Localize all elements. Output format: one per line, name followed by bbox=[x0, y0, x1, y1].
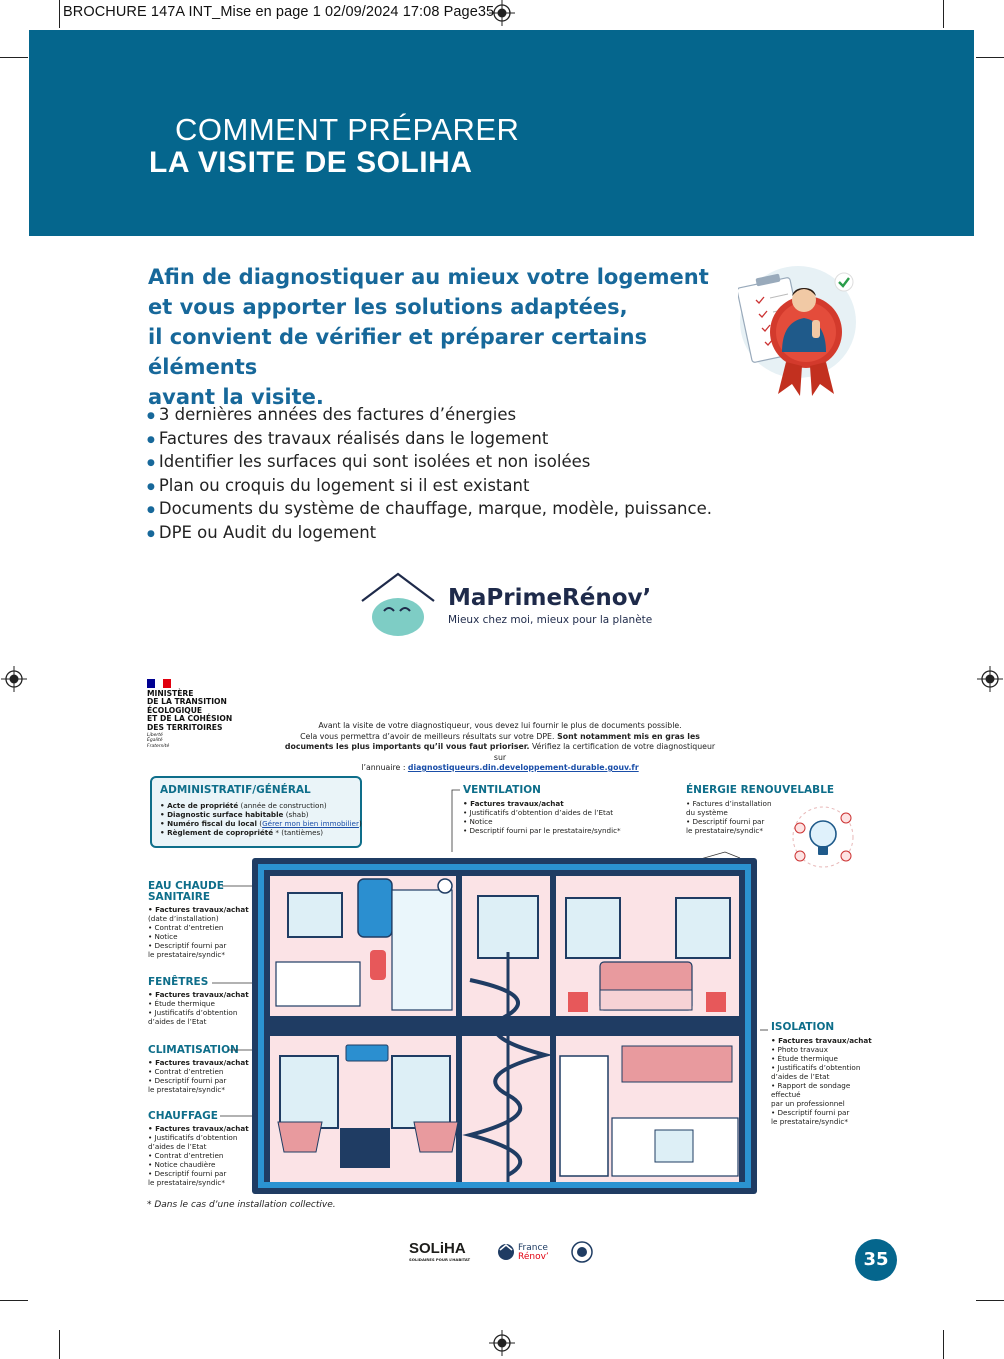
list-item: ● Factures des travaux réalisés dans le logement bbox=[147, 428, 712, 452]
text: (shab) bbox=[283, 810, 309, 819]
insulation-section bbox=[771, 1022, 872, 1126]
section-line: • Descriptif fourni par bbox=[148, 1169, 227, 1178]
lead-line bbox=[280, 763, 720, 774]
section-line: • Justificatifs d’obtention d’aides de l’Etat bbox=[463, 808, 614, 817]
text: * (tantièmes) bbox=[273, 828, 324, 837]
section-line: • Descriptif fourni par bbox=[686, 817, 765, 826]
section-line: d’aides de l’Etat bbox=[148, 1017, 207, 1026]
section-title: ÉNERGIE RENOUVELABLE bbox=[686, 784, 835, 796]
section-line: effectué bbox=[771, 1090, 801, 1099]
section-title: SANITAIRE bbox=[148, 891, 211, 903]
section-title: CLIMATISATION bbox=[148, 1044, 239, 1056]
text: (année de construction) bbox=[238, 801, 327, 810]
crop-mark bbox=[0, 1300, 28, 1301]
section-title: ADMINISTRATIF/GÉNÉRAL bbox=[160, 784, 311, 796]
bold-text: • Numéro fiscal du local bbox=[160, 819, 257, 828]
intro-line: avant la visite. bbox=[148, 385, 324, 409]
preparation-checklist bbox=[147, 404, 712, 545]
lead-line bbox=[280, 732, 720, 743]
section-line: • Factures travaux/achat bbox=[771, 1036, 872, 1045]
intro-paragraph bbox=[148, 262, 738, 412]
section-line: • Justificatifs d’obtention bbox=[148, 1008, 238, 1017]
lead-line bbox=[280, 742, 720, 763]
crop-mark bbox=[976, 57, 1004, 58]
section-line: d’aides de l’Etat bbox=[771, 1072, 830, 1081]
section-title: VENTILATION bbox=[463, 784, 541, 796]
list-item: ● Identifier les surfaces qui sont isolées et non isolées bbox=[147, 451, 712, 475]
section-line: d’aides de l’Etat bbox=[148, 1142, 207, 1151]
section-line: • Factures travaux/achat bbox=[148, 905, 249, 914]
section-line: • Descriptif fourni par bbox=[148, 941, 227, 950]
section-line: • Factures d’installation bbox=[686, 799, 772, 808]
crop-mark bbox=[59, 0, 60, 28]
page-title-line2: LA VISITE DE SOLIHA bbox=[149, 146, 473, 179]
ministry-line: MINISTÈRE bbox=[147, 689, 194, 698]
soliha-tagline: SOLIDAIRES POUR L’HABITAT bbox=[409, 1257, 471, 1262]
section-line: • Justificatifs d’obtention bbox=[148, 1133, 238, 1142]
section-line: du système bbox=[686, 808, 728, 817]
footnote: * Dans le cas d’une installation collective. bbox=[147, 1200, 336, 1210]
bold-text: • Acte de propriété bbox=[160, 801, 239, 810]
crop-mark bbox=[943, 0, 944, 28]
lead-bold: documents les plus importants qu’il vous faut prioriser. bbox=[284, 742, 530, 751]
soliha-logo: SOLiHA bbox=[409, 1240, 466, 1257]
list-item: ● Documents du système de chauffage, marque, modèle, puissance. bbox=[147, 498, 712, 522]
section-line: • Contrat d’entretien bbox=[148, 1151, 224, 1160]
print-slug: BROCHURE 147A INT_Mise en page 1 02/09/2024 17:08 Page35 bbox=[63, 4, 495, 20]
section-line: • Notice bbox=[148, 932, 178, 941]
section-line: • Étude thermique bbox=[771, 1054, 838, 1063]
section-title: ISOLATION bbox=[771, 1021, 835, 1033]
maprimerenov-name: MaPrimeRénov’ bbox=[448, 585, 652, 611]
section-line: • Descriptif fourni par bbox=[771, 1108, 850, 1117]
section-line: • Factures travaux/achat bbox=[148, 990, 249, 999]
section-body bbox=[771, 1036, 872, 1126]
section-line: le prestataire/syndic* bbox=[148, 950, 225, 959]
gerer-bien-link[interactable]: Gérer mon bien immobilier bbox=[262, 819, 359, 828]
ministry-line: DE LA TRANSITION bbox=[147, 697, 227, 707]
section-line: • Factures travaux/achat bbox=[148, 1124, 249, 1133]
france-renov-logo-icon bbox=[496, 1242, 516, 1262]
intro-line: et vous apporter les solutions adaptées, bbox=[148, 295, 628, 319]
text: ( bbox=[257, 819, 263, 828]
section-line: • Rapport de sondage bbox=[771, 1081, 851, 1090]
french-flag-icon bbox=[147, 679, 171, 688]
motto-line: Égalité bbox=[147, 738, 163, 744]
section-line: le prestataire/syndic* bbox=[148, 1085, 225, 1094]
renov-label: Rénov’ bbox=[518, 1252, 549, 1262]
maprimerenov-tagline: Mieux chez moi, mieux pour la planète bbox=[448, 614, 653, 626]
text: ) bbox=[358, 819, 362, 828]
france-label: France bbox=[518, 1243, 548, 1253]
ministry-line: DES TERRITOIRES bbox=[147, 722, 223, 732]
section-line: le prestataire/syndic* bbox=[148, 1178, 225, 1187]
lead-line: Avant la visite de votre diagnostiqueur, vous devez lui fournir le plus de documents possible. bbox=[318, 721, 682, 730]
crop-mark bbox=[943, 1330, 944, 1359]
lead-text: Vérifiez la certification de votre diagnostiqueur sur bbox=[493, 742, 716, 762]
bold-text: • Règlement de copropriété bbox=[160, 828, 274, 837]
section-line: • Descriptif fourni par bbox=[148, 1076, 227, 1085]
page-number: 35 bbox=[855, 1239, 897, 1281]
registration-mark-icon bbox=[1, 666, 27, 692]
lead-text: l’annuaire : bbox=[361, 763, 408, 772]
section-line: le prestataire/syndic* bbox=[686, 826, 763, 835]
section-line: par un professionnel bbox=[771, 1099, 845, 1108]
motto-line: Liberté bbox=[147, 733, 163, 739]
ministry-line: ÉCOLOGIQUE bbox=[147, 705, 203, 715]
ministry-block bbox=[147, 690, 257, 749]
bold-text: • Diagnostic surface habitable bbox=[160, 810, 284, 819]
section-line: • Contrat d’entretien bbox=[148, 923, 224, 932]
section-line: • Justificatifs d’obtention bbox=[771, 1063, 861, 1072]
section-line: • Notice bbox=[463, 817, 493, 826]
registration-mark-icon bbox=[977, 666, 1003, 692]
ministry-motto bbox=[147, 733, 257, 749]
section-line: le prestataire/syndic* bbox=[771, 1117, 848, 1126]
registration-mark-icon bbox=[489, 1330, 515, 1356]
section-line: • Factures travaux/achat bbox=[463, 799, 564, 808]
lead-text: Cela vous permettra d’avoir de meilleurs résultats sur votre DPE. bbox=[300, 731, 555, 741]
maprimerenov-logo-icon bbox=[360, 571, 436, 637]
crop-mark bbox=[59, 1330, 60, 1359]
list-item: ● DPE ou Audit du logement bbox=[147, 522, 712, 546]
registration-mark-icon bbox=[489, 0, 515, 26]
section-line: • Contrat d’entretien bbox=[148, 1067, 224, 1076]
diagnostic-lead-text bbox=[280, 721, 720, 774]
section-title: EAU CHAUDE bbox=[148, 880, 224, 892]
crop-mark bbox=[0, 57, 28, 58]
lead-bold: Sont notamment mis en gras les bbox=[554, 731, 700, 741]
partner-seal-icon bbox=[570, 1240, 594, 1264]
section-line: (date d’installation) bbox=[148, 914, 219, 923]
section-title: CHAUFFAGE bbox=[148, 1110, 218, 1122]
technician-illustration-icon bbox=[738, 262, 856, 397]
ministry-line: ET DE LA COHÉSION bbox=[147, 714, 233, 724]
crop-mark bbox=[976, 1300, 1004, 1301]
section-title: FENÊTRES bbox=[148, 976, 209, 988]
intro-line: Afin de diagnostiquer au mieux votre logement bbox=[148, 265, 709, 289]
page-title-line1: COMMENT PRÉPARER bbox=[175, 112, 520, 147]
france-renov-text bbox=[518, 1244, 549, 1262]
section-line: • Étude thermique bbox=[148, 999, 215, 1008]
section-line: • Notice chaudière bbox=[148, 1160, 216, 1169]
section-line: • Photo travaux bbox=[771, 1045, 828, 1054]
list-item: ● Plan ou croquis du logement si il est existant bbox=[147, 475, 712, 499]
annuaire-link[interactable]: diagnostiqueurs.din.developpement-durable.gouv.fr bbox=[407, 763, 639, 772]
section-line: • Factures travaux/achat bbox=[148, 1058, 249, 1067]
intro-line: il convient de vérifier et préparer certains éléments bbox=[148, 325, 648, 379]
section-line: • Descriptif fourni par le prestataire/syndic* bbox=[463, 826, 621, 835]
motto-line: Fraternité bbox=[147, 743, 170, 749]
house-cutaway-illustration bbox=[140, 785, 780, 1195]
renewable-bulb-icon bbox=[790, 804, 856, 870]
list-item: ● 3 dernières années des factures d’énergies bbox=[147, 404, 712, 428]
